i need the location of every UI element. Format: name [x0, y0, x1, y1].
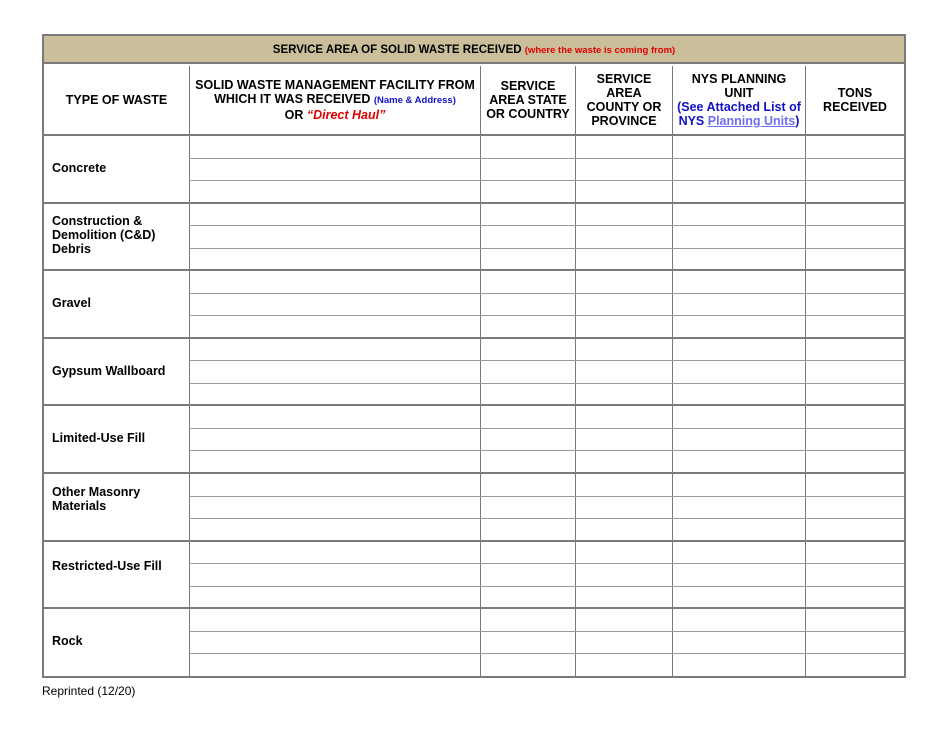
- input-state[interactable]: [481, 159, 575, 180]
- input-nys-unit[interactable]: [673, 564, 805, 585]
- input-nys-unit[interactable]: [673, 384, 805, 405]
- input-facility[interactable]: [190, 654, 480, 675]
- input-state[interactable]: [481, 249, 575, 270]
- input-state[interactable]: [481, 429, 575, 450]
- waste-type-label: Gravel: [52, 296, 91, 310]
- input-nys-unit[interactable]: [673, 429, 805, 450]
- input-tons[interactable]: [806, 249, 903, 270]
- input-tons[interactable]: [806, 542, 903, 563]
- input-tons[interactable]: [806, 339, 903, 360]
- input-facility[interactable]: [190, 384, 480, 405]
- header-type-of-waste: TYPE OF WASTE: [65, 93, 168, 107]
- input-nys-unit[interactable]: [673, 587, 805, 608]
- input-facility[interactable]: [190, 249, 480, 270]
- input-nys-unit[interactable]: [673, 271, 805, 292]
- waste-type-label: Concrete: [52, 160, 107, 175]
- input-state[interactable]: [481, 316, 575, 337]
- input-facility[interactable]: [190, 406, 480, 427]
- input-tons[interactable]: [806, 271, 903, 292]
- input-county[interactable]: [576, 204, 672, 225]
- input-tons[interactable]: [806, 519, 903, 540]
- input-county[interactable]: [576, 271, 672, 292]
- waste-type-label: Other Masonry Materials: [52, 484, 141, 513]
- input-facility[interactable]: [190, 136, 480, 157]
- input-nys-unit[interactable]: [673, 249, 805, 270]
- input-nys-unit[interactable]: [673, 474, 805, 495]
- input-state[interactable]: [481, 632, 575, 653]
- input-tons[interactable]: [806, 474, 903, 495]
- input-tons[interactable]: [806, 316, 903, 337]
- header-facility: [190, 66, 480, 134]
- waste-type-label: Restricted-Use Fill: [52, 559, 162, 574]
- header-facility-note: (Name & Address): [373, 95, 456, 106]
- input-county[interactable]: [576, 159, 672, 180]
- input-county[interactable]: [576, 406, 672, 427]
- input-nys-unit[interactable]: [673, 451, 805, 472]
- input-nys-unit[interactable]: [673, 136, 805, 157]
- input-tons[interactable]: [806, 204, 903, 225]
- input-county[interactable]: [576, 519, 672, 540]
- input-tons[interactable]: [806, 429, 903, 450]
- input-state[interactable]: [481, 384, 575, 405]
- input-tons[interactable]: [806, 497, 903, 518]
- banner-title: SERVICE AREA OF SOLID WASTE RECEIVED: [272, 44, 522, 56]
- input-county[interactable]: [576, 564, 672, 585]
- input-nys-unit[interactable]: [673, 542, 805, 563]
- input-county[interactable]: [576, 294, 672, 315]
- input-state[interactable]: [481, 564, 575, 585]
- header-facility-or: OR: [284, 108, 304, 122]
- input-nys-unit[interactable]: [673, 406, 805, 427]
- input-state[interactable]: [481, 406, 575, 427]
- input-state[interactable]: [481, 226, 575, 247]
- input-nys-unit[interactable]: [673, 632, 805, 653]
- input-nys-unit[interactable]: [673, 226, 805, 247]
- input-facility[interactable]: [190, 609, 480, 630]
- form-banner: [44, 36, 904, 64]
- input-county[interactable]: [576, 226, 672, 247]
- input-state[interactable]: [481, 136, 575, 157]
- input-county[interactable]: [576, 429, 672, 450]
- input-county[interactable]: [576, 136, 672, 157]
- header-county: SERVICE AREA COUNTY OR PROVINCE: [586, 72, 662, 128]
- input-tons[interactable]: [806, 361, 903, 382]
- input-facility[interactable]: [190, 542, 480, 563]
- input-nys-unit[interactable]: [673, 654, 805, 675]
- input-tons[interactable]: [806, 654, 903, 675]
- input-facility[interactable]: [190, 339, 480, 360]
- input-tons[interactable]: [806, 451, 903, 472]
- input-tons[interactable]: [806, 406, 903, 427]
- input-county[interactable]: [576, 361, 672, 382]
- header-nys-unit: NYS PLANNING UNIT: [691, 72, 787, 100]
- input-tons[interactable]: [806, 609, 903, 630]
- input-state[interactable]: [481, 654, 575, 675]
- header-facility-line1: SOLID WASTE MANAGEMENT FACILITY FROM WHICH IT WAS RECEIVED: [195, 78, 475, 106]
- input-state[interactable]: [481, 339, 575, 360]
- input-county[interactable]: [576, 497, 672, 518]
- input-facility[interactable]: [190, 451, 480, 472]
- input-facility[interactable]: [190, 474, 480, 495]
- input-facility[interactable]: [190, 159, 480, 180]
- input-county[interactable]: [576, 609, 672, 630]
- input-nys-unit[interactable]: [673, 339, 805, 360]
- reprint-note: Reprinted (12/20): [42, 684, 136, 698]
- input-state[interactable]: [481, 609, 575, 630]
- header-nys-close: ): [795, 114, 800, 128]
- input-state[interactable]: [481, 181, 575, 202]
- service-area-form: [42, 34, 906, 678]
- planning-units-link[interactable]: Planning Units: [707, 114, 796, 128]
- input-tons[interactable]: [806, 181, 903, 202]
- input-tons[interactable]: [806, 159, 903, 180]
- input-facility[interactable]: [190, 429, 480, 450]
- input-county[interactable]: [576, 474, 672, 495]
- input-county[interactable]: [576, 587, 672, 608]
- input-state[interactable]: [481, 204, 575, 225]
- input-nys-unit[interactable]: [673, 181, 805, 202]
- input-state[interactable]: [481, 451, 575, 472]
- input-facility[interactable]: [190, 519, 480, 540]
- header-facility-direct-haul: “Direct Haul”: [306, 108, 386, 122]
- header-nys-see: (See Attached List of NYS: [677, 100, 801, 128]
- header-state: SERVICE AREA STATE OR COUNTRY: [486, 79, 570, 121]
- input-nys-unit[interactable]: [673, 609, 805, 630]
- input-facility[interactable]: [190, 271, 480, 292]
- input-county[interactable]: [576, 654, 672, 675]
- input-nys-unit[interactable]: [673, 204, 805, 225]
- input-tons[interactable]: [806, 226, 903, 247]
- input-tons[interactable]: [806, 564, 903, 585]
- input-state[interactable]: [481, 361, 575, 382]
- waste-type-label: Rock: [52, 634, 83, 648]
- input-nys-unit[interactable]: [673, 294, 805, 315]
- input-county[interactable]: [576, 542, 672, 563]
- input-state[interactable]: [481, 497, 575, 518]
- input-tons[interactable]: [806, 632, 903, 653]
- waste-type-label: Gypsum Wallboard: [52, 363, 166, 378]
- input-facility[interactable]: [190, 204, 480, 225]
- input-facility[interactable]: [190, 181, 480, 202]
- header-tons: TONS RECEIVED: [823, 86, 887, 114]
- input-nys-unit[interactable]: [673, 497, 805, 518]
- input-facility[interactable]: [190, 294, 480, 315]
- input-county[interactable]: [576, 181, 672, 202]
- input-county[interactable]: [576, 451, 672, 472]
- input-nys-unit[interactable]: [673, 159, 805, 180]
- input-state[interactable]: [481, 271, 575, 292]
- input-tons[interactable]: [806, 587, 903, 608]
- input-facility[interactable]: [190, 632, 480, 653]
- input-state[interactable]: [481, 519, 575, 540]
- input-facility[interactable]: [190, 587, 480, 608]
- input-facility[interactable]: [190, 361, 480, 382]
- banner-note: (where the waste is coming from): [524, 45, 676, 56]
- input-county[interactable]: [576, 384, 672, 405]
- input-state[interactable]: [481, 587, 575, 608]
- input-tons[interactable]: [806, 294, 903, 315]
- waste-type-label: Limited-Use Fill: [52, 431, 146, 446]
- waste-type-label: Construction & Demolition (C&D) Debris: [52, 214, 156, 257]
- input-facility[interactable]: [190, 316, 480, 337]
- input-state[interactable]: [481, 542, 575, 563]
- input-county[interactable]: [576, 316, 672, 337]
- input-county[interactable]: [576, 339, 672, 360]
- input-nys-unit[interactable]: [673, 519, 805, 540]
- input-county[interactable]: [576, 249, 672, 270]
- input-facility[interactable]: [190, 226, 480, 247]
- input-state[interactable]: [481, 294, 575, 315]
- input-nys-unit[interactable]: [673, 361, 805, 382]
- input-nys-unit[interactable]: [673, 316, 805, 337]
- input-state[interactable]: [481, 474, 575, 495]
- input-county[interactable]: [576, 632, 672, 653]
- input-tons[interactable]: [806, 384, 903, 405]
- input-facility[interactable]: [190, 564, 480, 585]
- input-facility[interactable]: [190, 497, 480, 518]
- header-nys-planning-unit: [673, 66, 805, 134]
- input-tons[interactable]: [806, 136, 903, 157]
